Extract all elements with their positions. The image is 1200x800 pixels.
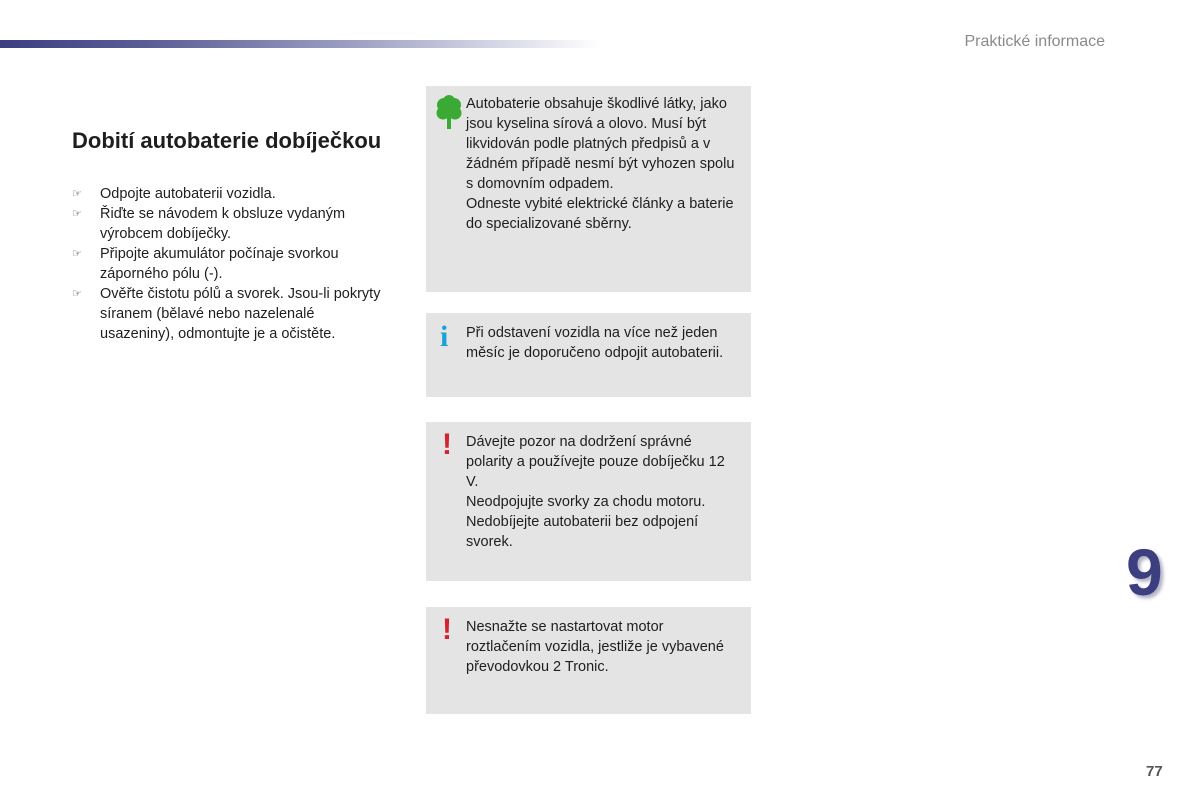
warning-note-box xyxy=(426,607,751,714)
note-text: Dávejte pozor na dodržení správné polarity a používejte pouze dobíječku 12 V. xyxy=(466,434,725,490)
step-text: Řiďte se návodem k obsluze vydaným výrobcem dobíječky. xyxy=(100,206,346,242)
leaf-icon xyxy=(435,95,463,131)
note-text: Autobaterie obsahuje škodlivé látky, jako jsou kyselina sírová a olovo. Musí být likvidován podle platných předpisů a v žádném případě nesmí být vyhozen spolu s domovním odpadem. xyxy=(466,96,735,192)
warning-note-box xyxy=(426,422,751,581)
page-number: 77 xyxy=(1146,763,1163,780)
chapter-number: 9 xyxy=(1126,535,1163,609)
environment-note-box xyxy=(426,86,751,292)
step-text: Odpojte autobaterii vozidla. xyxy=(100,186,276,202)
list-item xyxy=(72,184,392,204)
hand-pointer-icon: ☞ xyxy=(72,188,82,200)
step-text: Připojte akumulátor počínaje svorkou záporného pólu (-). xyxy=(100,246,339,282)
info-note-box xyxy=(426,313,751,397)
list-item xyxy=(72,284,392,344)
note-text: Odneste vybité elektrické články a baterie do specializované sběrny. xyxy=(466,196,734,232)
hand-pointer-icon: ☞ xyxy=(72,208,82,220)
hand-pointer-icon: ☞ xyxy=(72,288,82,300)
header-gradient-bar xyxy=(0,40,600,48)
list-item xyxy=(72,244,392,284)
note-text: Neodpojujte svorky za chodu motoru. xyxy=(466,494,706,510)
note-text: Nesnažte se nastartovat motor roztlačením vozidla, jestliže je vybavené převodovkou 2 Tronic. xyxy=(466,619,724,675)
warning-icon: ! xyxy=(442,428,452,461)
warning-icon: ! xyxy=(442,613,452,646)
section-header: Praktické informace xyxy=(964,33,1105,50)
page-title: Dobití autobaterie dobíječkou xyxy=(72,128,382,153)
instruction-list xyxy=(72,184,392,344)
list-item xyxy=(72,204,392,244)
hand-pointer-icon: ☞ xyxy=(72,248,82,260)
note-text: Při odstavení vozidla na více než jeden měsíc je doporučeno odpojit autobaterii. xyxy=(466,325,724,361)
info-icon: i xyxy=(440,320,449,353)
note-text: Nedobíjejte autobaterii bez odpojení svorek. xyxy=(466,514,699,550)
step-text: Ověřte čistotu pólů a svorek. Jsou-li pokryty síranem (bělavé nebo nazelenalé usazeniny), odmontujte je a očistěte. xyxy=(100,286,381,342)
